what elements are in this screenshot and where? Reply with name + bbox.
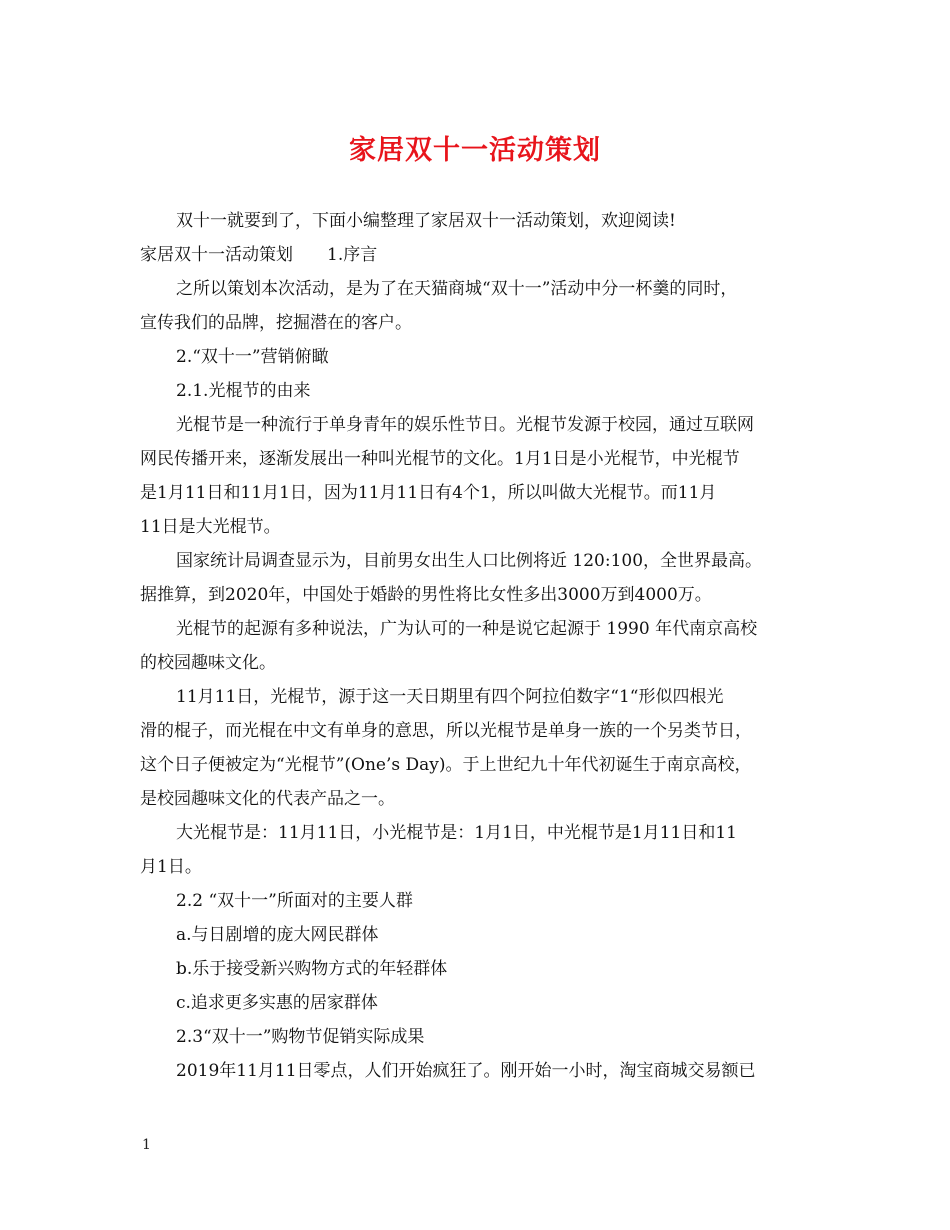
text-line: 2.3“双十一”购物节促销实际成果 — [176, 1027, 425, 1047]
text-line: a.与日剧增的庞大网民群体 — [176, 925, 379, 945]
text-line: 滑的棍子，而光棍在中文有单身的意思，所以光棍节是单身一族的一个另类节日， — [140, 721, 752, 741]
text-line: c.追求更多实惠的居家群体 — [176, 993, 378, 1013]
text-line: 11日是大光棍节。 — [140, 517, 281, 537]
text-line: 光棍节是一种流行于单身青年的娱乐性节日。光棍节发源于校园，通过互联网 — [176, 415, 754, 435]
text-line: 双十一就要到了，下面小编整理了家居双十一活动策划，欢迎阅读! — [176, 211, 676, 231]
text-line: 2.1.光棍节的由来 — [176, 381, 311, 401]
text-line: 光棍节的起源有多种说法，广为认可的一种是说它起源于 1990 年代南京高校 — [176, 619, 758, 639]
text-line: 是1月11日和11月1日，因为11月11日有4个1，所以叫做大光棍节。而11月 — [140, 483, 717, 503]
text-line: 宣传我们的品牌，挖掘潜在的客户。 — [140, 313, 412, 333]
text-line: 的校园趣味文化。 — [140, 653, 276, 673]
text-line: 据推算，到2020年，中国处于婚龄的男性将比女性多出3000万到4000万。 — [140, 585, 712, 605]
page-number: 1 — [142, 1137, 151, 1153]
text-line: 月1日。 — [140, 857, 202, 877]
text-line: 国家统计局调查显示为，目前男女出生人口比例将近 120:100，全世界最高。 — [176, 551, 763, 571]
text-line: 大光棍节是：11月11日，小光棍节是：1月1日，中光棍节是1月11日和11 — [176, 823, 737, 843]
text-line: 2.2 “双十一”所面对的主要人群 — [176, 891, 413, 911]
document-title: 家居双十一活动策划 — [349, 135, 601, 166]
text-line: 11月11日，光棍节，源于这一天日期里有四个阿拉伯数字“1“形似四根光 — [176, 687, 724, 707]
text-line: b.乐于接受新兴购物方式的年轻群体 — [176, 959, 448, 979]
text-line: 2.“双十一”营销俯瞰 — [176, 347, 329, 367]
text-line: 2019年11月11日零点，人们开始疯狂了。刚开始一小时，淘宝商城交易额已 — [176, 1061, 756, 1081]
text-line: 这个日子便被定为“光棍节”(One’s Day)。于上世纪九十年代初诞生于南京高校， — [140, 755, 752, 775]
text-line: 是校园趣味文化的代表产品之一。 — [140, 789, 395, 809]
text-line: 网民传播开来，逐渐发展出一种叫光棍节的文化。1月1日是小光棍节，中光棍节 — [140, 449, 740, 469]
document-body — [140, 205, 820, 1089]
text-line: 之所以策划本次活动，是为了在天猫商城“双十一”活动中分一杯羹的同时， — [176, 279, 738, 299]
text-line: 家居双十一活动策划 1.序言 — [140, 245, 378, 265]
